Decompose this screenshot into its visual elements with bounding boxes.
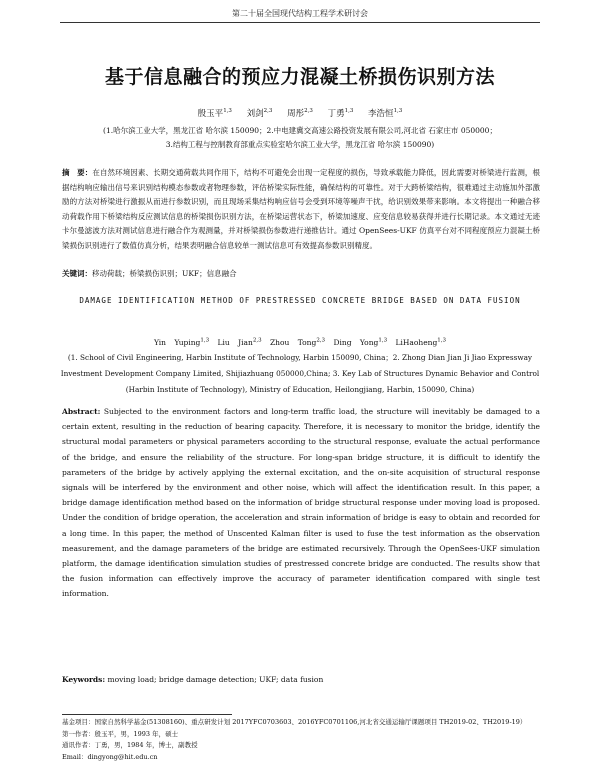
footnote-email: Email：dingyong@hit.edu.cn	[62, 752, 158, 761]
author-en: Zhou Tong$^{2,3}$	[269, 337, 326, 347]
abstract-en-label: Abstract:	[62, 407, 101, 416]
keywords-en-label: Keywords:	[62, 675, 106, 684]
affiliation-line: Investment Development Company Limited, Shijiazhuang 050000,China; 3. Key Lab of Structures Dynamic Behavior and Control	[60, 368, 540, 378]
author-en: LiHaoheng$^{1,3}$	[395, 337, 447, 347]
abstract-en-text: Subjected to the environment factors and long-term traffic load, the structure will inevitably be damaged to a certain extent, resulting in the reduction of bearing capacity. Therefore, it is necessary to monitor the bridge, identify the structural modal parameters or physical parameters according to the structural response, evaluate the actual performance of the bridge, and ensure the reliability of the structure. For long-span bridge structure, it is difficult to identify the parameters of the bridge by actively applying the external excitation, and the on-site acquisition of structural response signals will be interfered by the environment and other noise, which will affect the identification result. In this paper, a bridge damage identification method based on the information of bridge structural response under moving load is proposed. Under the condition of bridge operation, the acceleration and strain information of bridge is easy to obtain and recorded for a long time. In this paper, the method of Unscented Kalman filter is used to fuse the test information as the observation measurement, and the damage parameters of the bridge are estimated recursively. Through the OpenSees-UKF simulation platform, the damage identification simulation studies of prestressed concrete bridge are conducted. The results show that the fusion information can effectively improve the accuracy of parameter identification compared with single test information.	[62, 407, 540, 599]
authors-en	[100, 337, 500, 347]
footnote-funding: 基金项目：国家自然科学基金(51308160)、重点研发计划 2017YFC0703603、2016YFC0701106,河北省交通运输厅课题项目 TH2019-02、TH2019-19）	[62, 718, 527, 726]
running-header: 第二十届全国现代结构工程学术研讨会	[232, 9, 368, 18]
author-cn: 丁勇$^{1,3}$	[327, 108, 354, 119]
abstract-en	[62, 404, 540, 602]
abstract-cn-text: 在自然环境因素、长期交通荷载共同作用下，结构不可避免会出现一定程度的损伤，导致承载能力降低，因此需要对桥梁进行监测，根据结构响应输出信号来识别结构模态参数或者物理参数，评估桥梁实际性能，确保结构的可靠性。对于大跨桥梁结构，很难通过主动施加外部激励的方法对桥梁进行激振从而进行参数识别，而且现场采集结构响应信号会受到环境等噪声干扰，给识别效果带来影响。本文将提出一种融合移动荷载作用下桥梁结构反应测试信息的桥梁损伤识别方法，在桥梁运营状态下，桥梁加速度、应变信息较易获得并进行长期记录。本文通过无迹卡尔曼滤波方法对测试信息进行融合作为观测量，并对桥梁损伤参数进行递推估计。通过 OpenSees-UKF 仿真平台对不同程度预应力混凝土桥梁损伤识别进行了数值仿真分析，结果表明融合信息较单一测试信息可有效提高参数识别精度。	[62, 168, 541, 250]
header-divider	[60, 22, 540, 23]
author-cn: 殷玉平$^{1,3}$	[197, 108, 232, 119]
footnote-corresponding-author: 通讯作者：丁勇，男，1984 年，博士，副教授	[62, 741, 198, 749]
authors-cn	[80, 107, 520, 119]
paper-title-en: DAMAGE IDENTIFICATION METHOD OF PRESTRESSED CONCRETE BRIDGE BASED ON DATA FUSION	[79, 296, 521, 305]
affiliation-line: (1. School of Civil Engineering, Harbin Institute of Technology, Harbin 150090, China；2. Zhong Dian Jian Ji Jiao Expressway	[67, 353, 533, 362]
paper-title-cn: 基于信息融合的预应力混凝土桥损伤识别方法	[104, 66, 495, 88]
author-cn: 李浩恒$^{1,3}$	[368, 108, 403, 119]
footnote-divider	[62, 714, 232, 715]
keywords-cn	[62, 268, 540, 280]
author-cn: 刘剑$^{2,3}$	[246, 108, 273, 119]
affiliations-cn	[60, 124, 540, 152]
abstract-cn-label: 摘 要：	[62, 168, 93, 177]
footnote-first-author: 第一作者：殷玉平，男，1993 年，硕士	[62, 729, 179, 738]
keywords-cn-text: 移动荷载；桥梁损伤识别；UKF；信息融合	[92, 269, 237, 278]
author-en: Ding Yong$^{1,3}$	[333, 337, 388, 347]
abstract-cn	[62, 166, 540, 254]
author-en: Yin Yuping$^{1,3}$	[153, 337, 210, 347]
affiliation-line: (Harbin Institute of Technology), Ministry of Education, Heilongjiang, Harbin, 150090, China)	[125, 384, 475, 394]
keywords-cn-label: 关键词：	[62, 269, 92, 278]
affiliation-line: 3.结构工程与控制教育部重点实验室哈尔滨工业大学，黑龙江省 哈尔滨 150090)	[165, 140, 435, 149]
author-cn: 周彤$^{2,3}$	[287, 108, 313, 119]
keywords-en	[62, 674, 540, 686]
footnotes	[62, 717, 552, 763]
keywords-en-text: moving load; bridge damage detection; UKF; data fusion	[107, 675, 324, 684]
author-en: Liu Jian$^{2,3}$	[217, 337, 262, 347]
affiliations-en	[55, 350, 545, 397]
affiliation-line: (1.哈尔滨工业大学，黑龙江省 哈尔滨 150090；2.中电建冀交高速公路投资发展有限公司,河北省 石家庄市 050000；	[103, 126, 497, 135]
